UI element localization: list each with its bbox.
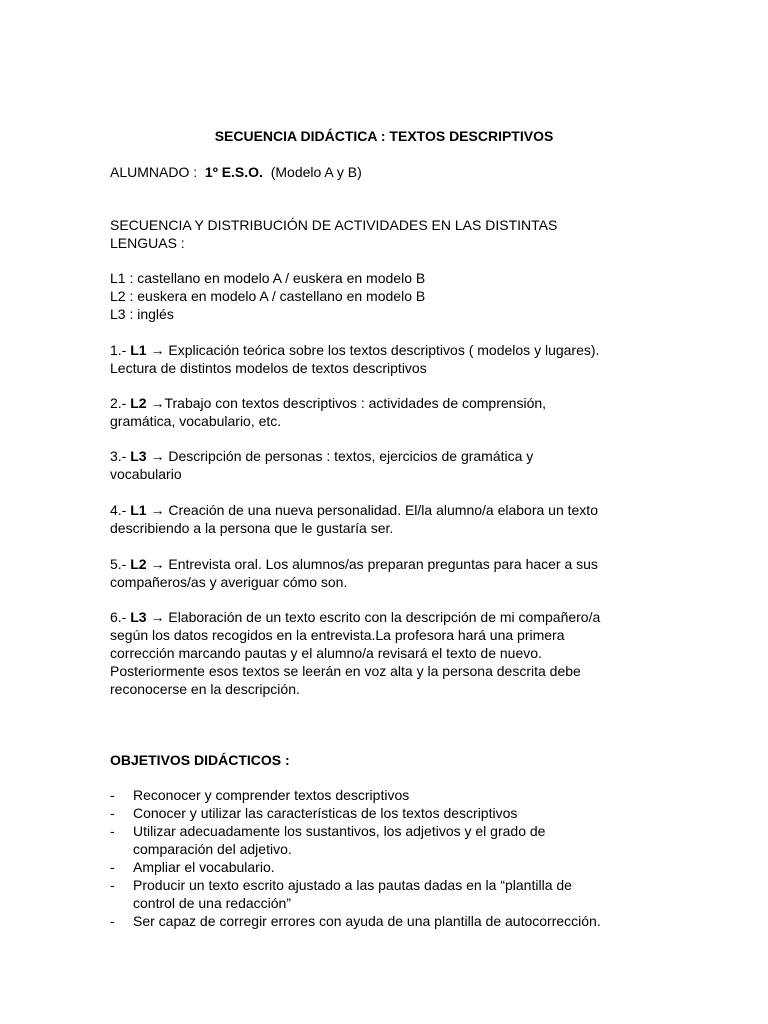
activity-number: 3.-	[110, 448, 127, 464]
list-item-text: Producir un texto escrito ajustado a las pautas dadas en la “plantilla de	[133, 877, 572, 893]
activity-number: 1.-	[110, 342, 127, 358]
activity-text: gramática, vocabulario, etc.	[110, 413, 282, 429]
secuencia-heading	[110, 216, 670, 252]
activity-number: 4.-	[110, 502, 127, 518]
activity-text: → Descripción de personas : textos, ejercicios de gramática y	[146, 448, 534, 464]
secuencia-heading-line: SECUENCIA Y DISTRIBUCIÓN DE ACTIVIDADES EN LAS DISTINTAS	[110, 217, 558, 233]
list-dash: -	[110, 805, 115, 821]
activity-language: L1	[130, 342, 147, 358]
activity-text: corrección marcando pautas y el alumno/a revisará el texto de nuevo.	[110, 645, 542, 661]
activity-text: vocabulario	[110, 466, 182, 482]
activity-first-line	[110, 447, 670, 465]
activity-item	[110, 608, 670, 698]
list-item	[110, 912, 690, 930]
activity-item	[110, 447, 670, 483]
activity-first-line	[110, 341, 670, 359]
list-item	[110, 804, 690, 822]
activity-language: L3	[130, 609, 147, 625]
activity-item	[110, 341, 670, 377]
list-item	[110, 822, 690, 858]
list-dash: -	[110, 823, 115, 839]
list-dash: -	[110, 877, 115, 893]
activity-first-line	[110, 501, 670, 519]
activity-text: Posteriormente esos textos se leerán en voz alta y la persona descrita debe	[110, 663, 581, 679]
alumnado-label: ALUMNADO :	[110, 164, 198, 180]
activity-number: 6.-	[110, 609, 127, 625]
activity-first-line	[110, 555, 670, 573]
activity-text: → Elaboración de un texto escrito con la descripción de mi compañero/a	[146, 609, 601, 625]
activity-item	[110, 394, 670, 430]
activity-first-line	[110, 608, 670, 626]
activity-language: L1	[130, 502, 147, 518]
list-item-text: comparación del adjetivo.	[133, 841, 292, 857]
language-line: L3 : inglés	[110, 306, 174, 322]
activity-text: Lectura de distintos modelos de textos descriptivos	[110, 360, 427, 376]
list-item-text: Conocer y utilizar las características de los textos descriptivos	[133, 805, 518, 821]
objetivos-heading: OBJETIVOS DIDÁCTICOS :	[110, 752, 290, 768]
activity-language: L2	[130, 556, 147, 572]
list-item-text: control de una redacción”	[133, 895, 291, 911]
document-title: SECUENCIA DIDÁCTICA : TEXTOS DESCRIPTIVOS	[214, 128, 554, 144]
activity-text: reconocerse en la descripción.	[110, 681, 300, 697]
languages-list	[110, 269, 670, 323]
activity-text: según los datos recogidos en la entrevista.La profesora hará una primera	[110, 627, 565, 643]
list-dash: -	[110, 787, 115, 803]
list-item-text: Ser capaz de corregir errores con ayuda de una plantilla de autocorrección.	[133, 913, 601, 929]
alumnado-line	[110, 163, 670, 181]
language-line: L2 : euskera en modelo A / castellano en modelo B	[110, 288, 426, 304]
activity-text: → Creación de una nueva personalidad. El/la alumno/a elabora un texto	[146, 502, 598, 518]
activity-language: L3	[130, 448, 147, 464]
objetivos-list	[110, 786, 690, 930]
activity-text: describiendo a la persona que le gustaría ser.	[110, 520, 394, 536]
activity-item	[110, 555, 670, 591]
alumnado-level: 1º E.S.O.	[204, 164, 263, 180]
list-item-text: Utilizar adecuadamente los sustantivos, los adjetivos y el grado de	[133, 823, 546, 839]
list-item	[110, 786, 690, 804]
activity-text: →Trabajo con textos descriptivos : actividades de comprensión,	[146, 395, 547, 411]
list-dash: -	[110, 859, 115, 875]
secuencia-heading-line: LENGUAS :	[110, 235, 185, 251]
activity-number: 2.-	[110, 395, 127, 411]
activity-text: → Explicación teórica sobre los textos descriptivos ( modelos y lugares).	[146, 342, 600, 358]
list-item-text: Ampliar el vocabulario.	[133, 859, 275, 875]
list-item-text: Reconocer y comprender textos descriptivos	[133, 787, 410, 803]
list-item	[110, 876, 690, 912]
list-dash: -	[110, 913, 115, 929]
activity-text: compañeros/as y averiguar cómo son.	[110, 574, 348, 590]
list-item	[110, 858, 690, 876]
activity-number: 5.-	[110, 556, 127, 572]
activity-first-line	[110, 394, 670, 412]
language-line: L1 : castellano en modelo A / euskera en modelo B	[110, 270, 426, 286]
activity-text: → Entrevista oral. Los alumnos/as preparan preguntas para hacer a sus	[146, 556, 598, 572]
alumnado-model: (Modelo A y B)	[270, 164, 362, 180]
activity-language: L2	[130, 395, 147, 411]
activity-item	[110, 501, 670, 537]
